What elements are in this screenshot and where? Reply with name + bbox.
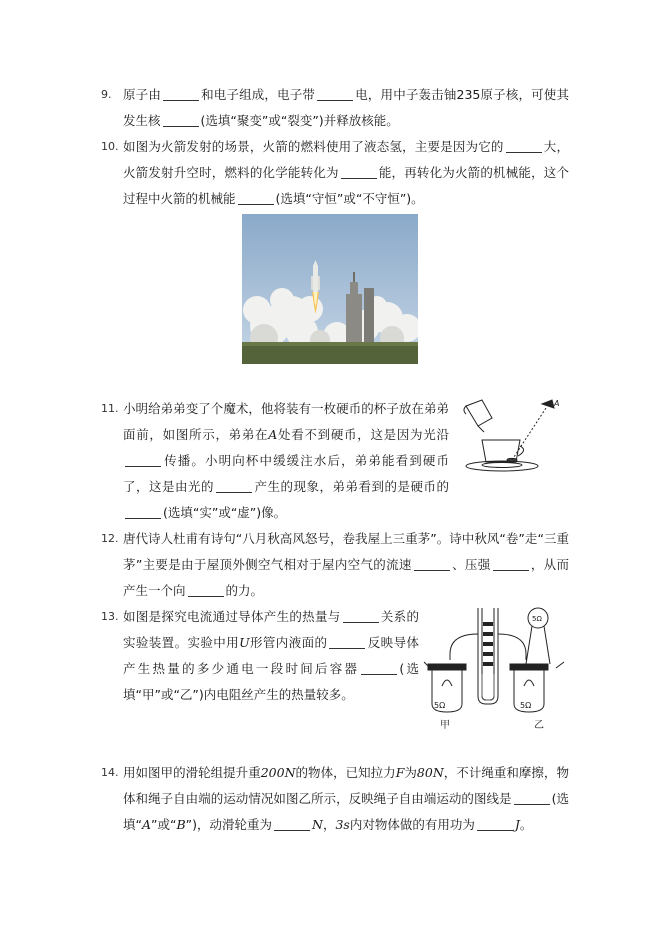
answer-blank[interactable] bbox=[506, 138, 542, 153]
answer-blank[interactable] bbox=[163, 112, 199, 127]
question-number: 14. bbox=[101, 766, 119, 779]
question-13 bbox=[101, 604, 419, 708]
answer-blank[interactable] bbox=[238, 190, 274, 205]
answer-blank[interactable] bbox=[477, 816, 513, 831]
question-text: 如图为火箭发射的场景，火箭的燃料使用了液态氢，主要是因为它的 大，火箭发射升空时，燃料的化学能转化为 能，再转化为火箭的机械能，这个过程中火箭的机械能 (选填“守恒”或“不守恒”)。 bbox=[123, 139, 569, 206]
answer-blank[interactable] bbox=[216, 478, 252, 493]
answer-blank[interactable] bbox=[343, 608, 379, 623]
answer-blank[interactable] bbox=[317, 86, 353, 101]
answer-blank[interactable] bbox=[514, 790, 550, 805]
question-14 bbox=[101, 760, 569, 838]
answer-blank[interactable] bbox=[329, 634, 365, 649]
answer-blank[interactable] bbox=[414, 556, 450, 571]
left-resistor-label: 5Ω bbox=[434, 701, 446, 710]
answer-blank[interactable] bbox=[163, 86, 199, 101]
question-text: 如图是探究电流通过导体产生的热量与 关系的实验装置。实验中用U形管内液面的 反映导体产生热量的多少通电一段时间后容器 (选填“甲”或“乙”)内电阻丝产生的热量较多。 bbox=[123, 609, 419, 702]
pitcher-icon bbox=[466, 400, 492, 426]
question-text: 小明给弟弟变了个魔术，他将装有一枚硬币的杯子放在弟弟面前，如图所示，弟弟在A处看不到硬币，这是因为光沿传播。小明向杯中缓缓注水后，弟弟能看到硬币了，这是由光的 产生的现象，弟弟看到的是硬币的(选填“实”或“虚”)像。 bbox=[123, 401, 449, 520]
container-yi-label: 乙 bbox=[534, 720, 544, 731]
u-tube-experiment-figure bbox=[420, 604, 568, 734]
answer-blank[interactable] bbox=[493, 556, 529, 571]
question-number: 9. bbox=[101, 88, 112, 101]
question-text: 用如图甲的滑轮组提升重200N的物体，已知拉力F为80N，不计绳重和摩擦，物体和绳子自由端的运动情况如图乙所示，反映绳子自由端运动的图线是 (选填“A”或“B”)，动滑轮重为 N，3s内对物体做的有用功为 J。 bbox=[123, 765, 569, 832]
answer-blank[interactable] bbox=[188, 582, 224, 597]
question-10 bbox=[101, 134, 569, 212]
rocket-launch-image bbox=[242, 214, 418, 364]
question-text: 原子由 和电子组成，电子带 电，用中子轰击铀235原子核，可使其发生核 (选填“聚变”或“裂变”)并释放核能。 bbox=[123, 87, 569, 128]
answer-blank[interactable] bbox=[361, 660, 397, 675]
question-number: 10. bbox=[101, 140, 119, 153]
question-12 bbox=[101, 526, 569, 604]
point-a-label: A bbox=[554, 399, 560, 408]
top-resistor-label: 5Ω bbox=[532, 615, 542, 623]
cup-coin-figure bbox=[460, 396, 564, 478]
right-resistor-label: 5Ω bbox=[520, 701, 532, 710]
answer-blank[interactable] bbox=[341, 164, 377, 179]
eye-icon bbox=[542, 400, 554, 408]
question-text: 唐代诗人杜甫有诗句“八月秋高风怒号，卷我屋上三重茅”。诗中秋风“卷”走“三重茅”主要是由于屋顶外侧空气相对于屋内空气的流速 、压强 ，从而产生一个向 的力。 bbox=[123, 531, 569, 598]
answer-blank[interactable] bbox=[125, 504, 161, 519]
question-number: 12. bbox=[101, 532, 119, 545]
question-9 bbox=[101, 82, 569, 134]
rocket-launch-photo bbox=[242, 214, 418, 364]
container-jia-label: 甲 bbox=[440, 720, 450, 731]
question-number: 11. bbox=[101, 402, 119, 415]
answer-blank[interactable] bbox=[125, 452, 161, 467]
answer-blank[interactable] bbox=[274, 816, 310, 831]
question-number: 13. bbox=[101, 610, 119, 623]
question-11 bbox=[101, 396, 449, 526]
